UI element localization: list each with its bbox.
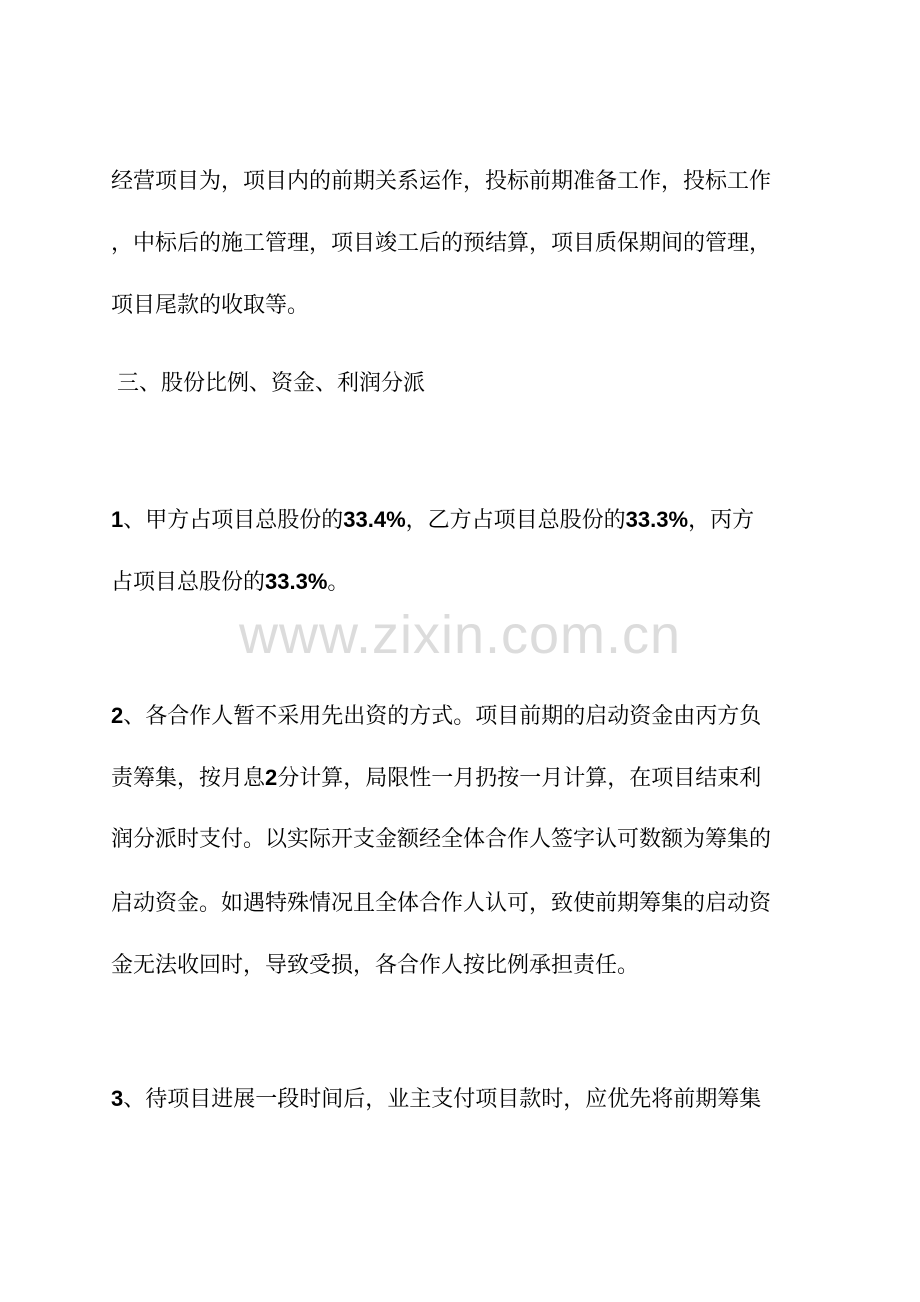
clause-2-text-2b: 分计算，局限性一月扔按一月计算，在项目结束利: [277, 766, 762, 791]
clause-2-line-2: [111, 763, 761, 794]
clause-2-line-4: 启动资金。如遇特殊情况且全体合作人认可，致使前期筹集的启动资: [111, 891, 772, 916]
clause-1-text-a: 、甲方占项目总股份的: [123, 508, 344, 533]
clause-2-text-2a: 责筹集，按月息: [111, 766, 266, 791]
clause-2-text-1: 、各合作人暂不采用先出资的方式。项目前期的启动资金由丙方负: [123, 704, 762, 729]
clause-1-pct-c: 33.3%: [265, 569, 328, 594]
clause-2-line-1: [111, 701, 761, 732]
clause-2-line-3: 润分派时支付。以实际开支金额经全体合作人签字认可数额为筹集的: [111, 827, 772, 852]
watermark: www.zixin.com.cn: [238, 605, 682, 665]
clause-1-text-d: 占项目总股份的: [111, 570, 266, 595]
clause-1-number: 1: [111, 507, 124, 532]
clause-1-line-1: [111, 505, 754, 536]
intro-line-2: ，中标后的施工管理，项目竣工后的预结算，项目质保期间的管理，: [111, 231, 772, 256]
clause-3-text-1: 、待项目进展一段时间后，业主支付项目款时，应优先将前期筹集: [123, 1087, 762, 1112]
intro-line-3: 项目尾款的收取等。: [111, 293, 310, 318]
clause-1-pct-a: 33.4%: [343, 507, 406, 532]
clause-1-line-2: [111, 567, 349, 598]
clause-3-line-1: [111, 1084, 761, 1115]
clause-1-pct-b: 33.3%: [625, 507, 689, 532]
clause-2-line-5: 金无法收回时，导致受损，各合作人按比例承担责任。: [111, 953, 640, 978]
clause-1-text-b: ，乙方占项目总股份的: [405, 508, 626, 533]
section-heading: 三、股份比例、资金、利润分派: [117, 371, 426, 396]
clause-1-text-e: 。: [327, 570, 350, 595]
clause-1-text-c: ，丙方: [688, 508, 755, 533]
clause-2-rate: 2: [265, 765, 278, 790]
clause-3-number: 3: [111, 1086, 124, 1111]
clause-2-number: 2: [111, 703, 124, 728]
intro-line-1: 经营项目为，项目内的前期关系运作，投标前期准备工作，投标工作: [111, 169, 772, 194]
